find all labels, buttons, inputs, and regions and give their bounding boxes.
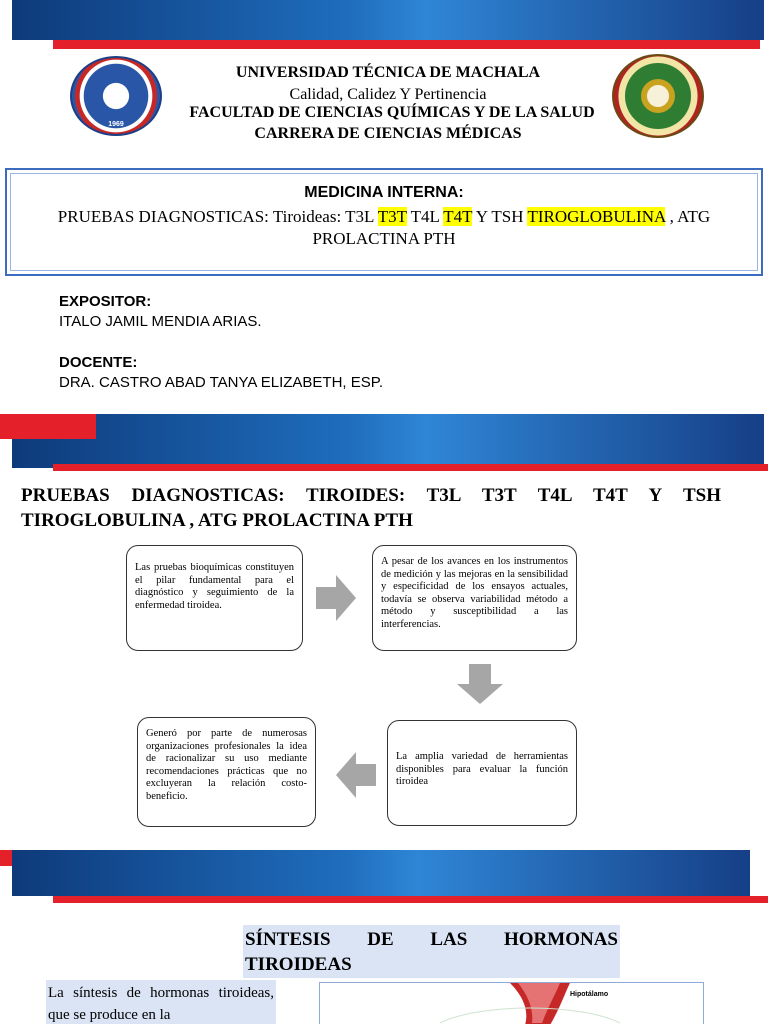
arrow-down-icon — [457, 664, 503, 704]
topic-text: , ATG — [665, 207, 711, 226]
topic-text: PRUEBAS DIAGNOSTICAS: Tiroideas: T3L — [57, 207, 378, 226]
slide-3-title: SÍNTESIS DE LAS HORMONAS TIROIDEAS — [243, 925, 620, 978]
flow-card-4: Generó por parte de numerosas organizaciones profesionales la idea de racionalizar su uso mediante recomendaciones prácticas que no excluyeran la relación costo-beneficio. — [137, 717, 316, 827]
docente-label: DOCENTE: — [59, 354, 138, 371]
medical-career-seal-logo — [612, 54, 704, 138]
hypothalamus-label: Hipotálamo — [570, 991, 609, 998]
thyroid-synthesis-diagram — [319, 982, 704, 1024]
arrow-right-icon — [316, 575, 356, 621]
flow-card-1: Las pruebas bioquímicas constituyen el pilar fundamental para el diagnóstico y seguimiento de la enfermedad tiroidea. — [126, 545, 303, 651]
highlight-tiroglobulina: TIROGLOBULINA — [527, 207, 666, 226]
university-name: UNIVERSIDAD TÉCNICA DE MACHALA — [235, 64, 541, 81]
topic-heading: MEDICINA INTERNA: — [304, 184, 464, 201]
university-motto: Calidad, Calidez Y Pertinencia — [289, 86, 487, 103]
expositor-name: ITALO JAMIL MENDIA ARIAS. — [59, 313, 262, 330]
expositor-label: EXPOSITOR: — [59, 293, 152, 310]
slide-2-title-line-1: PRUEBAS DIAGNOSTICAS: TIROIDES: T3L T3T T4L T4T Y TSH — [21, 485, 721, 506]
slide-divider-banner — [0, 408, 768, 472]
slide-2-title — [21, 483, 721, 533]
slide-divider-banner-2 — [0, 848, 768, 904]
slide-2-title-line-2: TIROGLOBULINA , ATG PROLACTINA PTH — [21, 510, 413, 531]
faculty-name: FACULTAD DE CIENCIAS QUÍMICAS Y DE LA SALUD — [189, 104, 595, 121]
seal-year: 1969 — [108, 121, 124, 128]
topic-line-2: PROLACTINA PTH — [312, 229, 456, 248]
arrow-left-icon — [336, 752, 376, 798]
career-name: CARRERA DE CIENCIAS MÉDICAS — [254, 125, 522, 142]
topic-text: Y TSH — [472, 207, 528, 226]
flow-card-3: La amplia variedad de herramientas disponibles para evaluar la función tiroidea — [387, 720, 577, 826]
highlight-t3t: T3T — [377, 207, 407, 226]
highlight-t4t: T4T — [443, 207, 473, 226]
topic-box — [5, 168, 763, 276]
docente-name: DRA. CASTRO ABAD TANYA ELIZABETH, ESP. — [59, 374, 383, 391]
flow-card-2: A pesar de los avances en los instrumentos de medición y las mejoras en la sensibilidad y especificidad de los ensayos actuales, todavía se observa variabilidad método a método y susceptibilidad a las interferencias. — [372, 545, 577, 651]
top-banner — [0, 0, 768, 50]
topic-line-1 — [7, 206, 761, 228]
slide-3-text: La síntesis de hormonas tiroideas, que se produce en la — [46, 980, 276, 1024]
hypothalamus-illustration-icon — [320, 983, 704, 1024]
university-seal-logo — [70, 56, 162, 136]
topic-text: T4L — [406, 207, 444, 226]
